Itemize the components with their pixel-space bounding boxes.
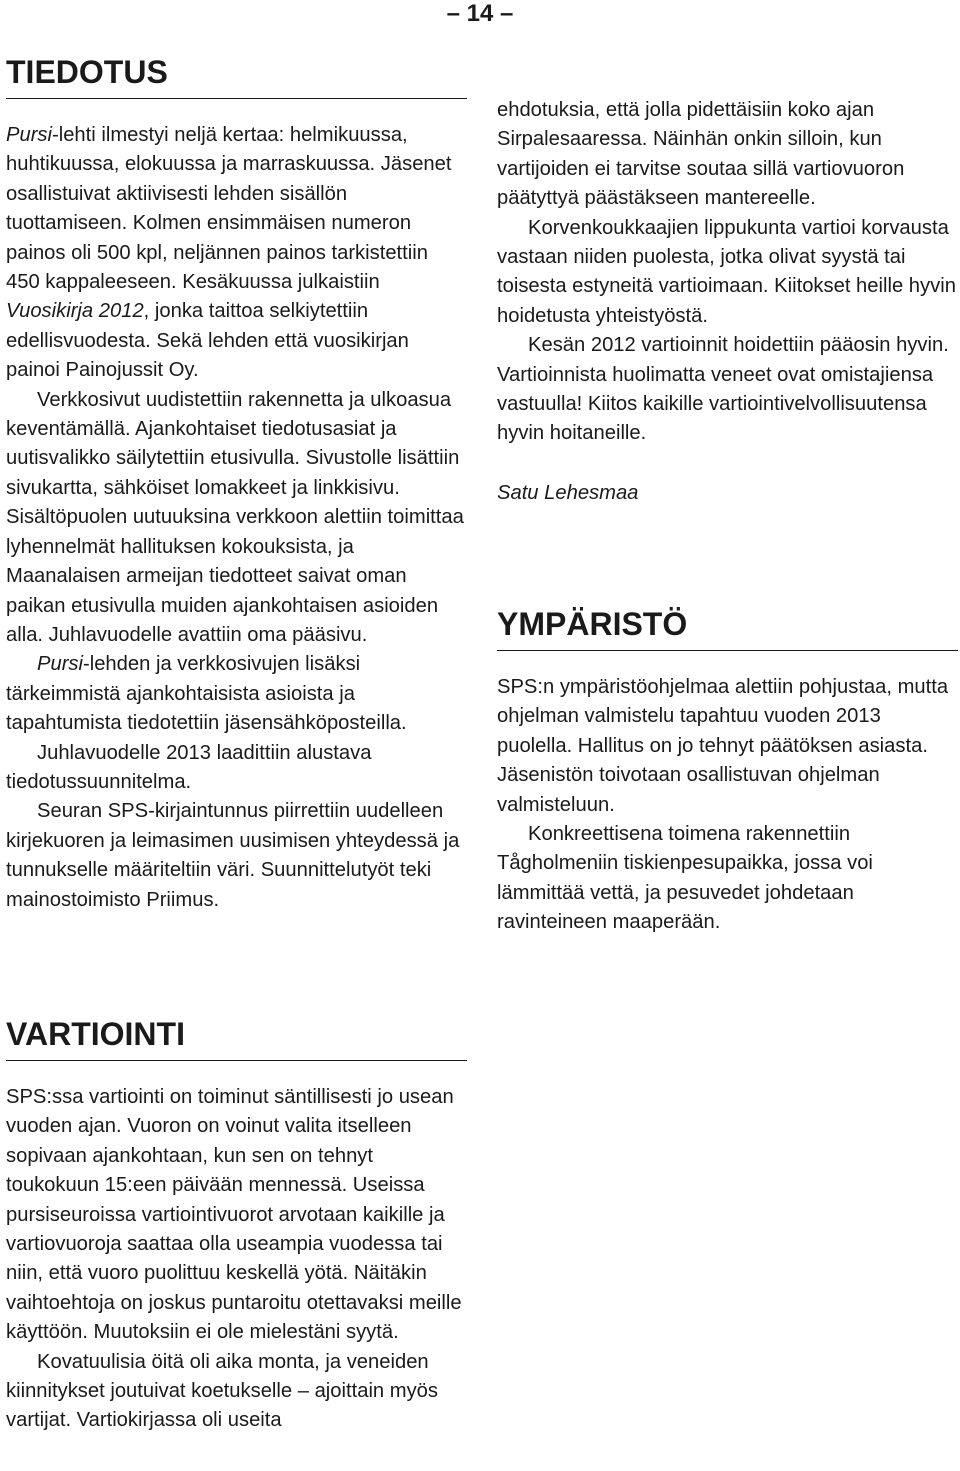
ymparisto-paragraph-1: SPS:n ympäristöohjelmaa alettiin pohjustaa, mutta ohjelman valmistelu tapahtuu vuoden 2013 puolella. Hallitus on jo tehnyt päätöksen asiasta. Jäsenistön toivotaan osallistuvan ohjelman valmisteluun. [497, 676, 949, 816]
tiedotus-section [6, 52, 467, 915]
ymparisto-heading: YMPÄRISTÖ [497, 604, 958, 651]
tiedotus-paragraph-4: Juhlavuodelle 2013 laadittiin alustava tiedotussuunnitelma. [6, 741, 372, 793]
vartiointi-continued-paragraph-2: Korvenkoukkaajien lippukunta vartioi korvausta vastaan niiden puolesta, jotka olivat syystä tai toisesta estyneitä vartioimaan. Kiitokset heille hyvin hoidetusta yhteistyöstä. [497, 216, 956, 327]
tiedotus-paragraph-2: Verkkosivut uudistettiin rakennetta ja ulkoasua keventämällä. Ajankohtaiset tiedotusasiat ja uutisvalikko säilytettiin etusivulla. Sivustolle lisättiin sivukartta, sähköiset lomakkeet ja linkkisivu. Sisältöpuolen uutuuksina verkkoon alettiin toimittaa lyhennelmät hallituksen kokouksista, ja Maanalaisen armeijan tiedotteet saivat oman paikan etusivulla muiden ajankohtaisen asioiden alla. Juhlavuodelle avattiin oma pääsivu. [6, 388, 464, 646]
vartiointi-continued-section [497, 96, 958, 508]
ymparisto-section [497, 604, 958, 938]
tiedotus-paragraph-1 [6, 121, 467, 386]
vartiointi-paragraph-2: Kovatuulisia öitä oli aika monta, ja veneiden kiinnitykset joutuivat koetukselle – ajoittain myös vartijat. Vartiokirjassa oli useita [6, 1350, 439, 1432]
tiedotus-paragraph-3 [6, 650, 467, 738]
vartiointi-section [6, 1014, 467, 1436]
tiedotus-paragraph-1-text: -lehti ilmestyi neljä kertaa: helmikuussa, huhtikuussa, elokuussa ja marraskuussa. Jäsenet osallistuivat aktiivisesti lehden sisällön tuottamiseen. Kolmen ensimmäisen numeron painos oli 500 kpl, neljännen painos tarkistettiin 450 kappaleeseen. Kesäkuussa julkaistiin [6, 124, 452, 294]
page-number: – 14 – [446, 0, 514, 27]
vartiointi-heading: VARTIOINTI [6, 1014, 467, 1061]
vartiointi-continued-paragraph-3: Kesän 2012 vartioinnit hoidettiin pääosin hyvin. Vartioinnista huolimatta veneet ovat omistajiensa vastuulla! Kiitos kaikille vartiointivelvollisuutensa hyvin hoitaneille. [497, 334, 949, 445]
pursi-title: Pursi [37, 653, 83, 676]
tiedotus-paragraph-1-text-end: , jonka taittoa selkiytettiin edellisvuodesta. Sekä lehden että vuosikirjan painoi Painojussit Oy. [6, 300, 409, 382]
ymparisto-paragraph-2: Konkreettisena toimena rakennettiin Tågholmeniin tiskienpesupaikka, jossa voi lämmittää vettä, ja pesuvedet johdetaan ravinteineen maaperään. [497, 823, 873, 934]
tiedotus-heading: TIEDOTUS [6, 52, 467, 99]
tiedotus-paragraph-5: Seuran SPS-kirjaintunnus piirrettiin uudelleen kirjekuoren ja leimasimen uusimisen yhteydessä ja tunnukselle määriteltiin väri. Suunnittelutyöt teki mainostoimisto Priimus. [6, 800, 460, 911]
tiedotus-paragraph-3-text: -lehden ja verkkosivujen lisäksi tärkeimmistä ajankohtaisista asioista ja tapahtumista tiedotettiin jäsensähköposteilla. [6, 653, 407, 735]
pursi-title: Pursi [6, 124, 52, 146]
author-signature: Satu Lehesmaa [497, 481, 639, 504]
vuosikirja-title: Vuosikirja 2012 [6, 300, 144, 323]
vartiointi-paragraph-1: SPS:ssa vartiointi on toiminut säntillisesti jo usean vuoden ajan. Vuoron on voinut valita itselleen sopivaan ajankohtaan, kun sen on tehnyt toukokuun 15:een päivään mennessä. Useissa pursiseuroissa vartiointivuorot arvotaan kaikille ja vartiovuoroja saattaa olla useampia vuodessa tai niin, että vuoro puolittuu keskellä yötä. Näitäkin vaihtoehtoja on joskus puntaroitu otettavaksi meille käyttöön. Muutoksiin ei ole mielestäni syytä. [6, 1086, 462, 1344]
vartiointi-continued-paragraph-1: ehdotuksia, että jolla pidettäisiin koko ajan Sirpalesaaressa. Näinhän onkin silloin, kun vartijoiden ei tarvitse soutaa sillä vartiovuoron päätyttyä päästäkseen mantereelle. [497, 99, 905, 210]
